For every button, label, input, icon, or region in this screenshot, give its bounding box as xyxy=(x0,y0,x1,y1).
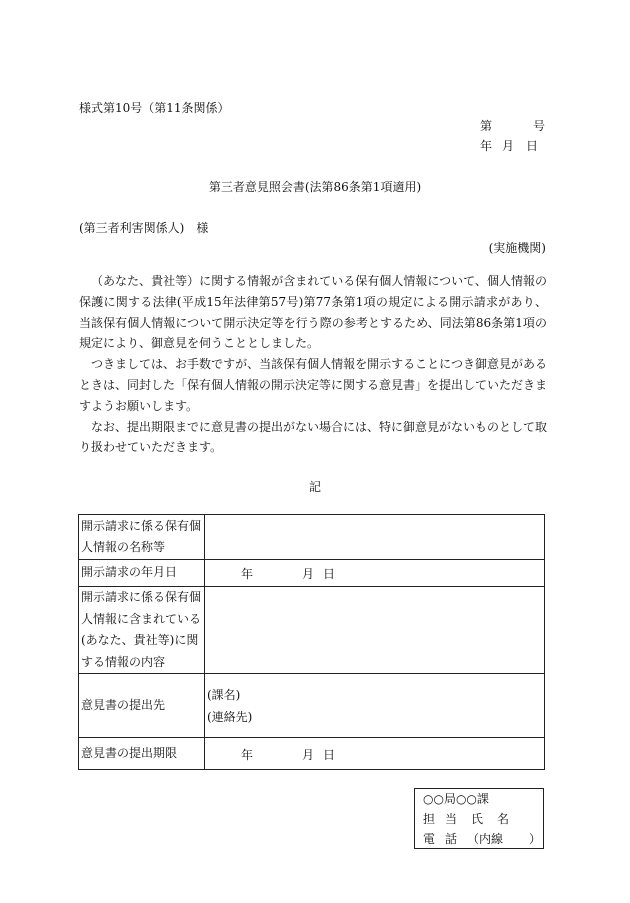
label-info-name: 開示請求に係る保有個人情報の名称等 xyxy=(79,515,205,560)
label-info-content: 開示請求に係る保有個人情報に含まれている(あなた、貴社等)に関する情報の内容 xyxy=(79,587,205,674)
contact-person-char: 氏 xyxy=(471,812,484,826)
document-date xyxy=(480,137,539,154)
deadline-day: 日 xyxy=(323,747,336,762)
document-number xyxy=(480,117,546,134)
date-month: 月 xyxy=(502,139,515,153)
contact-person-char: 担 xyxy=(423,812,436,826)
document-title: 第三者意見照会書(法第86条第1項適用) xyxy=(208,180,422,194)
contact-field: (連絡先) xyxy=(207,709,253,724)
request-year: 年 xyxy=(241,567,254,581)
contact-person-char: 当 xyxy=(445,812,458,826)
contact-extension-close: ） xyxy=(529,832,542,846)
number-prefix: 第 xyxy=(480,119,493,133)
date-day: 日 xyxy=(526,139,539,153)
label-submission-deadline: 意見書の提出期限 xyxy=(79,738,205,770)
table-row xyxy=(79,674,545,738)
details-table xyxy=(78,514,545,770)
table-row xyxy=(79,560,545,587)
value-submission-deadline xyxy=(205,738,545,770)
contact-person-char: 名 xyxy=(497,812,510,826)
value-submission-destination xyxy=(205,674,545,738)
form-number: 様式第10号（第11条関係） xyxy=(79,101,230,115)
contact-box xyxy=(414,788,544,849)
value-request-date xyxy=(205,560,545,587)
body-paragraph-3: なお、提出期限までに意見書の提出がない場合には、特に御意見がないものとして取り扱わせていただきます。 xyxy=(79,419,548,455)
table-row xyxy=(79,587,545,674)
issuing-agency: (実施機関) xyxy=(488,241,546,255)
request-month: 月 xyxy=(302,567,315,581)
section-name-field: (課名) xyxy=(207,687,241,702)
label-request-date: 開示請求の年月日 xyxy=(79,560,205,587)
contact-person xyxy=(423,809,543,829)
value-info-content xyxy=(205,587,545,674)
contact-department: ○○局○○課 xyxy=(423,792,489,806)
contact-phone-char: 話 xyxy=(445,832,458,846)
body-paragraph-2: つきましては、お手数ですが、当該保有個人情報を開示することにつき御意見があるときは、同封した「保有個人情報の開示決定等に関する意見書」を提出していただきますようお願いします。 xyxy=(79,357,548,413)
table-row xyxy=(79,738,545,770)
ki-heading: 記 xyxy=(308,480,321,494)
label-submission-destination: 意見書の提出先 xyxy=(79,674,205,738)
deadline-year: 年 xyxy=(241,747,254,762)
number-suffix: 号 xyxy=(533,119,546,133)
contact-phone xyxy=(423,829,543,849)
contact-extension: （内線 xyxy=(467,832,504,846)
contact-phone-char: 電 xyxy=(423,832,436,846)
table-row xyxy=(79,515,545,560)
addressee: (第三者利害関係人) 様 xyxy=(79,221,209,235)
date-year: 年 xyxy=(480,139,493,153)
deadline-month: 月 xyxy=(302,747,315,762)
request-day: 日 xyxy=(323,567,336,581)
value-info-name xyxy=(205,515,545,560)
body-paragraph-1: （あなた、貴社等）に関する情報が含まれている保有個人情報について、個人情報の保護に関する法律(平成15年法律第57号)第77条第1項の規定による開示請求があり、当該保有個人情報について開示決定等を行う際の参考とするため、同法第86条第1項の規定により、御意見を伺うこととしました。 xyxy=(79,274,547,351)
body-text xyxy=(79,271,547,458)
